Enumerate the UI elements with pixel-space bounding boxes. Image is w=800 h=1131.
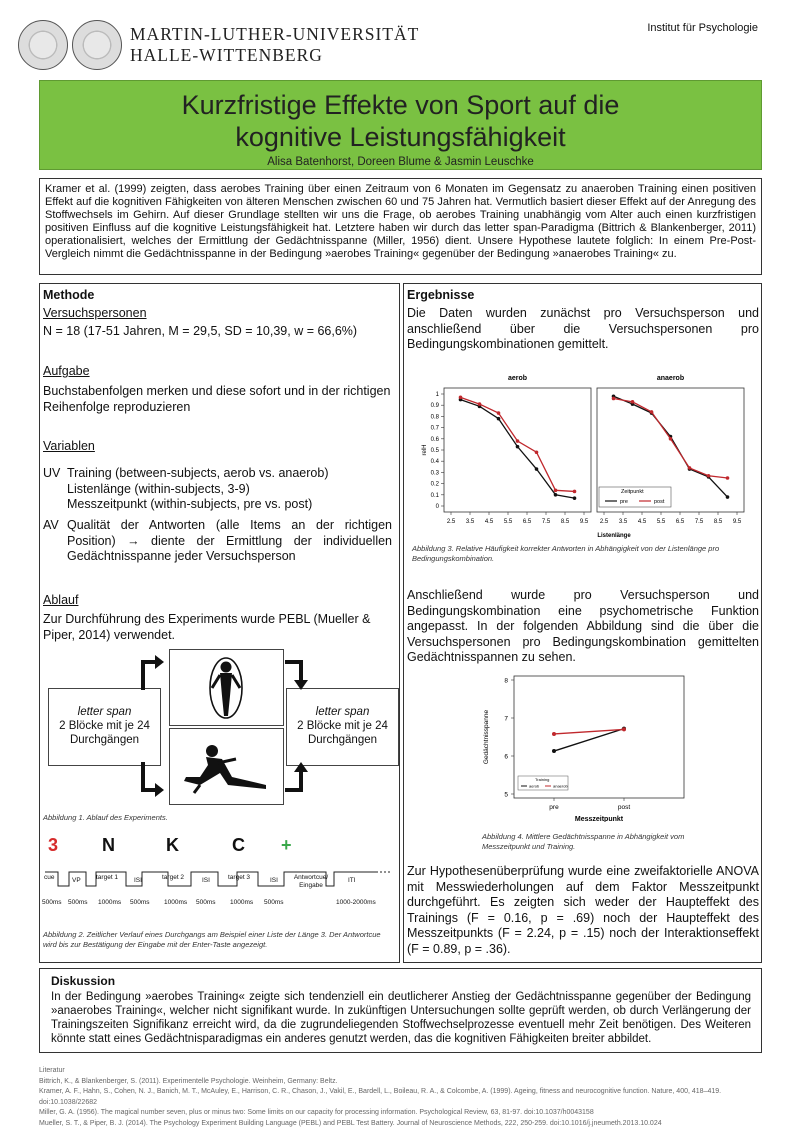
stretching-figure-icon <box>170 729 283 804</box>
figure-4-chart <box>464 672 704 822</box>
legend-entry: anaerob <box>553 783 568 789</box>
legend-entry: pre <box>620 499 628 505</box>
target-letter-c: C <box>232 835 245 855</box>
x-tick-label: 8.5 <box>560 519 570 525</box>
data-point-post <box>497 411 501 415</box>
flow-box-left: letter span 2 Blöcke mit je 24 Durchgängen <box>48 688 161 766</box>
y-tick-label: 0.1 <box>430 492 439 499</box>
x-tick-label: 4.5 <box>484 519 494 525</box>
university-line2: HALLE-WITTENBERG <box>130 45 323 65</box>
legend-title: Zeitpunkt <box>621 489 644 495</box>
y-tick-label: 0.8 <box>430 414 439 421</box>
legend-title: Training <box>535 777 550 782</box>
fixation-plus: + <box>281 835 292 855</box>
literature-heading: Literatur <box>39 1067 65 1074</box>
x-tick-label: 2.5 <box>599 519 609 525</box>
university-seal-left <box>18 20 68 70</box>
methods-box: Methode Versuchspersonen N = 18 (17-51 Jahren, M = 29,5, SD = 10,39, w = 66,6%) Aufgabe Buchstabenfolgen merken und diese sofort und in der richtigen Reihenfolge reproduzieren Variablen UV Training (between-subjects, aerob vs. anaerob) Listenlänge (within-subjects, 3-9) Messzeitpunkt (within-subjects, pre vs. post) AV Qualität der Antworten (alle Items an der richtigen Position) → diente der Ermittlung der individuellen Gedächtnisspanne jeder Versuchsperson Ablauf Zur Durchführung des Experiments wurde PEBL (Mueller & Piper, 2014) verwendet. letter span 2 Blöcke mit je 24 Durchgängen letter span 2 Blöcke mit je 24 Durchgängen Abbildung 1. Ablauf des Experiments. 3 N K C + cue 500ms VP 500ms target 1 1000ms ISI 500ms target 2 1000ms ISI 500ms target 3 1000ms ISI 500ms Antwortcue/ Eingabe ITI 1000-2000ms Abbildung 2. Zeitlicher Verlauf eines Durchgangs am Beispiel einer Liste der Länge 3. Der Antwortcue wird bis zur Bestätigung der Eingabe mit der Enter-Taste angezeigt. <box>39 283 400 963</box>
literature-item: Kramer, A. F., Hahn, S., Cohen, N. J., Banich, M. T., McAuley, E., Harrison, C. R., Chason, J., Vakil, E., Bardell, L., Boileau, R. A., & Colcombe, A. (1999). Ageing, fitness and neurocognitive function. Nature, 400, 418–419. doi:10.1038/22682 <box>39 1088 722 1106</box>
legend-entry: aerob <box>529 783 540 789</box>
y-tick-label: 8 <box>504 677 508 685</box>
data-point-post <box>631 400 635 404</box>
series-line-post <box>461 397 575 491</box>
flow-arrow-up-right <box>135 652 165 692</box>
uv-line-listenlaenge: Listenlänge (within-subjects, 3-9) <box>67 481 250 496</box>
title-banner <box>39 80 762 170</box>
results-box <box>403 283 762 963</box>
poster-title: Kurzfristige Effekte von Sport auf die kognitive Leistungsfähigkeit <box>181 90 620 152</box>
discussion-heading: Diskussion <box>51 974 116 988</box>
literature-item: Mueller, S. T., & Piper, B. J. (2014). The Psychology Experiment Building Language (PEBL) and PEBL Test Battery. Journal of Neuroscience Methods, 222, 250-259. doi:10.1016/j.jneumeth.2013.10.024 <box>39 1119 662 1127</box>
institute-label: Institut für Psychologie <box>647 22 758 34</box>
flow-arrow-down-right <box>135 760 165 800</box>
fig3-caption: Abbildung 3. Relative Häufigkeit korrekter Antworten in Abhängigkeit von der Listenlänge pro Bedingungskombination. <box>412 544 720 563</box>
data-point-post <box>459 396 463 400</box>
data-point-pre <box>726 495 730 499</box>
trial-timeline <box>40 860 400 890</box>
fig2-caption: Abbildung 2. Zeitlicher Verlauf eines Durchgangs am Beispiel einer Liste der Länge 3. Der Antwortcue wird bis zur Bestätigung der Eingabe mit der Enter-Taste angezeigt. <box>43 930 381 949</box>
y-tick-label: 5 <box>504 791 508 799</box>
y-axis-label: relH <box>422 444 428 456</box>
y-tick-label: 0.2 <box>430 481 439 488</box>
intro-box <box>39 178 762 275</box>
intro-text: Kramer et al. (1999) zeigten, dass aerobes Training über einen Zeitraum von 6 Monaten im Gegensatz zu anaeroben Training einen positiven Effekt auf die kognitiven Fähigkeiten von älteren Menschen zwischen 60 und 75 Jahren hat. Vermutlich basiert dieser Effekt auf der Anregung des Stoffwechsels im Gehirn. Auf dieser Grundlage stellten wir uns die Frage, ob aerobes Training unabhängig vom Alter auch einen kurzfristigen positiven Einfluss auf die kognitive Leistungsfähigkeit hat. Letztere haben wir durch das letter span-Paradigma (Bittrich & Blankenberger, 2011) operationalisiert, welches der Ermittlung der Gedächtnisspanne (Miller, 1956) dient. Unsere Hypothese lautete folglich: In einem Pre-Post-Vergleich nimmt die Gedächtnisspanne in der Bedingung »aerobes Training« gegenüber der Bedingung »anaerobes Training« zu. <box>45 183 756 260</box>
uv-line-training: Training (between-subjects, aerob vs. anaerob) <box>67 466 329 480</box>
y-tick-label: 0 <box>435 504 439 510</box>
data-point-post <box>707 474 711 478</box>
data-point-anaerob <box>552 732 556 736</box>
av-label: AV <box>43 518 59 532</box>
x-tick-label: 4.5 <box>637 519 647 525</box>
ablauf-text: Zur Durchführung des Experiments wurde PEBL (Mueller & Piper, 2014) verwendet. <box>43 612 371 642</box>
x-tick-label: 3.5 <box>465 519 475 525</box>
x-tick-label: post <box>617 804 631 811</box>
y-tick-label: 0.4 <box>430 459 439 466</box>
data-point-post <box>612 397 616 401</box>
y-tick-label: 0.5 <box>430 448 439 454</box>
target-letter-k: K <box>166 835 179 855</box>
flow-arrow-right-down <box>283 652 313 692</box>
x-tick-label: 5.5 <box>503 519 513 525</box>
av-text: Qualität der Antworten (alle Items an der richtigen Position) → diente der Ermittlung der individuellen Gedächtnisspanne jeder Versuchsperson <box>67 518 392 564</box>
data-point-pre <box>554 493 558 497</box>
figure-3-chart <box>404 370 762 542</box>
variables-heading: Variablen <box>43 439 95 453</box>
aerobic-exercise-box <box>169 649 284 726</box>
y-tick-label: 1 <box>435 392 439 398</box>
vp-heading: Versuchspersonen <box>43 306 147 320</box>
data-point-post <box>516 439 520 443</box>
flow-arrow-left-up <box>283 760 313 800</box>
task-text: Buchstabenfolgen merken und diese sofort und in der richtigen Reihenfolge reproduzieren <box>43 384 391 414</box>
methods-heading: Methode <box>43 288 95 302</box>
y-tick-label: 0.3 <box>430 470 439 477</box>
y-tick-label: 0.6 <box>430 436 439 443</box>
panel-frame <box>444 388 591 512</box>
data-point-pre <box>535 467 539 471</box>
data-point-post <box>535 450 539 454</box>
literature-section <box>39 1066 764 1129</box>
data-point-post <box>478 402 482 406</box>
data-point-post <box>554 489 558 493</box>
x-tick-label: 3.5 <box>618 519 628 525</box>
ablauf-heading: Ablauf <box>43 593 79 607</box>
authors: Alisa Batenhorst, Doreen Blume & Jasmin Leuschke <box>267 156 534 168</box>
data-point-aerob <box>552 749 556 753</box>
flow-box-right: letter span 2 Blöcke mit je 24 Durchgängen <box>286 688 399 766</box>
data-point-pre <box>516 445 520 449</box>
uv-line-messzeitpunkt: Messzeitpunkt (within-subjects, pre vs. post) <box>67 497 313 512</box>
data-point-pre <box>497 417 501 421</box>
x-tick-label: 6.5 <box>522 519 532 525</box>
x-tick-label: pre <box>549 804 559 811</box>
legend-entry: post <box>654 499 665 505</box>
results-text-1: Die Daten wurden zunächst pro Versuchsperson und anschließend über die Versuchspersonen pro Bedingungskombinationen gemittelt. <box>407 306 759 352</box>
literature-item: Bittrich, K., & Blankenberger, S. (2011). Experimentelle Psychologie. Weinheim, Germany: Beltz. <box>39 1077 338 1085</box>
target-letter-n: N <box>102 835 115 855</box>
data-point-post <box>650 410 654 414</box>
discussion-text: In der Bedingung »aerobes Training« zeigte sich tendenziell ein deutlicherer Anstieg der Gedächtnisspanne gegenüber der Bedingung »anaerobes Training«, welcher nicht signifikant wurde. In zukünftigen Untersuchungen sollte geprüft werden, ob durch Verlängerung der Trainingszeiten Signifikanz erreicht wird, da die zugrundeliegenden Stoffwechselprozesse eventuell mehr Zeit benötigen. Des Weiteren könnte statt eines Gedächtnisparadigmas ein anderes genutzt werden, das die kognitiven Fähigkeiten breiter abbildet. <box>51 991 751 1045</box>
x-tick-label: 5.5 <box>656 519 666 525</box>
results-heading: Ergebnisse <box>407 288 475 302</box>
x-tick-label: 6.5 <box>675 519 685 525</box>
data-point-post <box>726 476 730 480</box>
x-tick-label: 7.5 <box>541 519 551 525</box>
x-axis-label: Messzeitpunkt <box>574 816 624 822</box>
x-tick-label: 2.5 <box>446 519 456 525</box>
panel-title: aerob <box>507 375 528 382</box>
x-tick-label: 9.5 <box>579 519 589 525</box>
y-tick-label: 6 <box>504 753 508 761</box>
x-tick-label: 7.5 <box>694 519 704 525</box>
data-point-post <box>573 490 577 494</box>
uv-list <box>67 466 397 513</box>
jump-rope-figure-icon <box>170 650 283 725</box>
x-axis-label: Listenlänge <box>597 533 631 539</box>
y-tick-label: 7 <box>504 715 508 723</box>
x-tick-label: 8.5 <box>713 519 723 525</box>
task-heading: Aufgabe <box>43 364 90 378</box>
series-line-pre <box>461 400 575 499</box>
university-line1: MARTIN-LUTHER-UNIVERSITÄT <box>130 24 420 44</box>
y-tick-label: 0.9 <box>430 403 439 410</box>
y-axis-label: Gedächtnisspanne <box>483 709 490 765</box>
fig4-caption: Abbildung 4. Mittlere Gedächtnisspanne in Abhängigkeit vom Messzeitpunkt und Training. <box>482 832 685 851</box>
series-line-pre <box>614 396 728 497</box>
literature-item: Miller, G. A. (1956). The magical number seven, plus or minus two: Some limits on our capacity for processing information. Psychological Review, 63, 81-97. doi:10.1037/h0043158 <box>39 1109 594 1116</box>
panel-title: anaerob <box>656 375 685 382</box>
data-point-anaerob <box>622 727 626 731</box>
discussion-box <box>39 968 762 1053</box>
fig1-caption: Abbildung 1. Ablauf des Experiments. <box>43 813 168 822</box>
data-point-post <box>688 466 692 470</box>
university-seal-right <box>72 20 122 70</box>
y-tick-label: 0.7 <box>430 425 439 432</box>
data-point-post <box>669 437 673 441</box>
university-name <box>130 24 419 66</box>
data-point-pre <box>573 496 577 500</box>
anaerobic-exercise-box <box>169 728 284 805</box>
results-text-2: Anschließend wurde pro Versuchsperson und Bedingungskombination eine psychometrische Funktion angepasst. In der folgenden Abbildung sind die über die Versuchspersonen pro Bedingungskombination gemittelten Gedächtnisspannen zu sehen. <box>407 588 759 665</box>
uv-label: UV <box>43 466 61 480</box>
results-text-3: Zur Hypothesenüberprüfung wurde eine zweifaktorielle ANOVA mit Messwiederholungen auf dem Faktor Messzeitpunkt durchgeführt. Es zeigten sich weder der Haupteffekt des Trainings (F = 0.16, p = .69) noch der Haupteffekt des Messzeitpunkts (F = 2.24, p = .15) noch der Interaktionseffekt (F = 0.89, p = .36). <box>407 864 759 956</box>
cue-letter-3: 3 <box>48 835 59 855</box>
x-tick-label: 9.5 <box>732 519 742 525</box>
vp-text: N = 18 (17-51 Jahren, M = 29,5, SD = 10,39, w = 66,6%) <box>43 324 358 338</box>
